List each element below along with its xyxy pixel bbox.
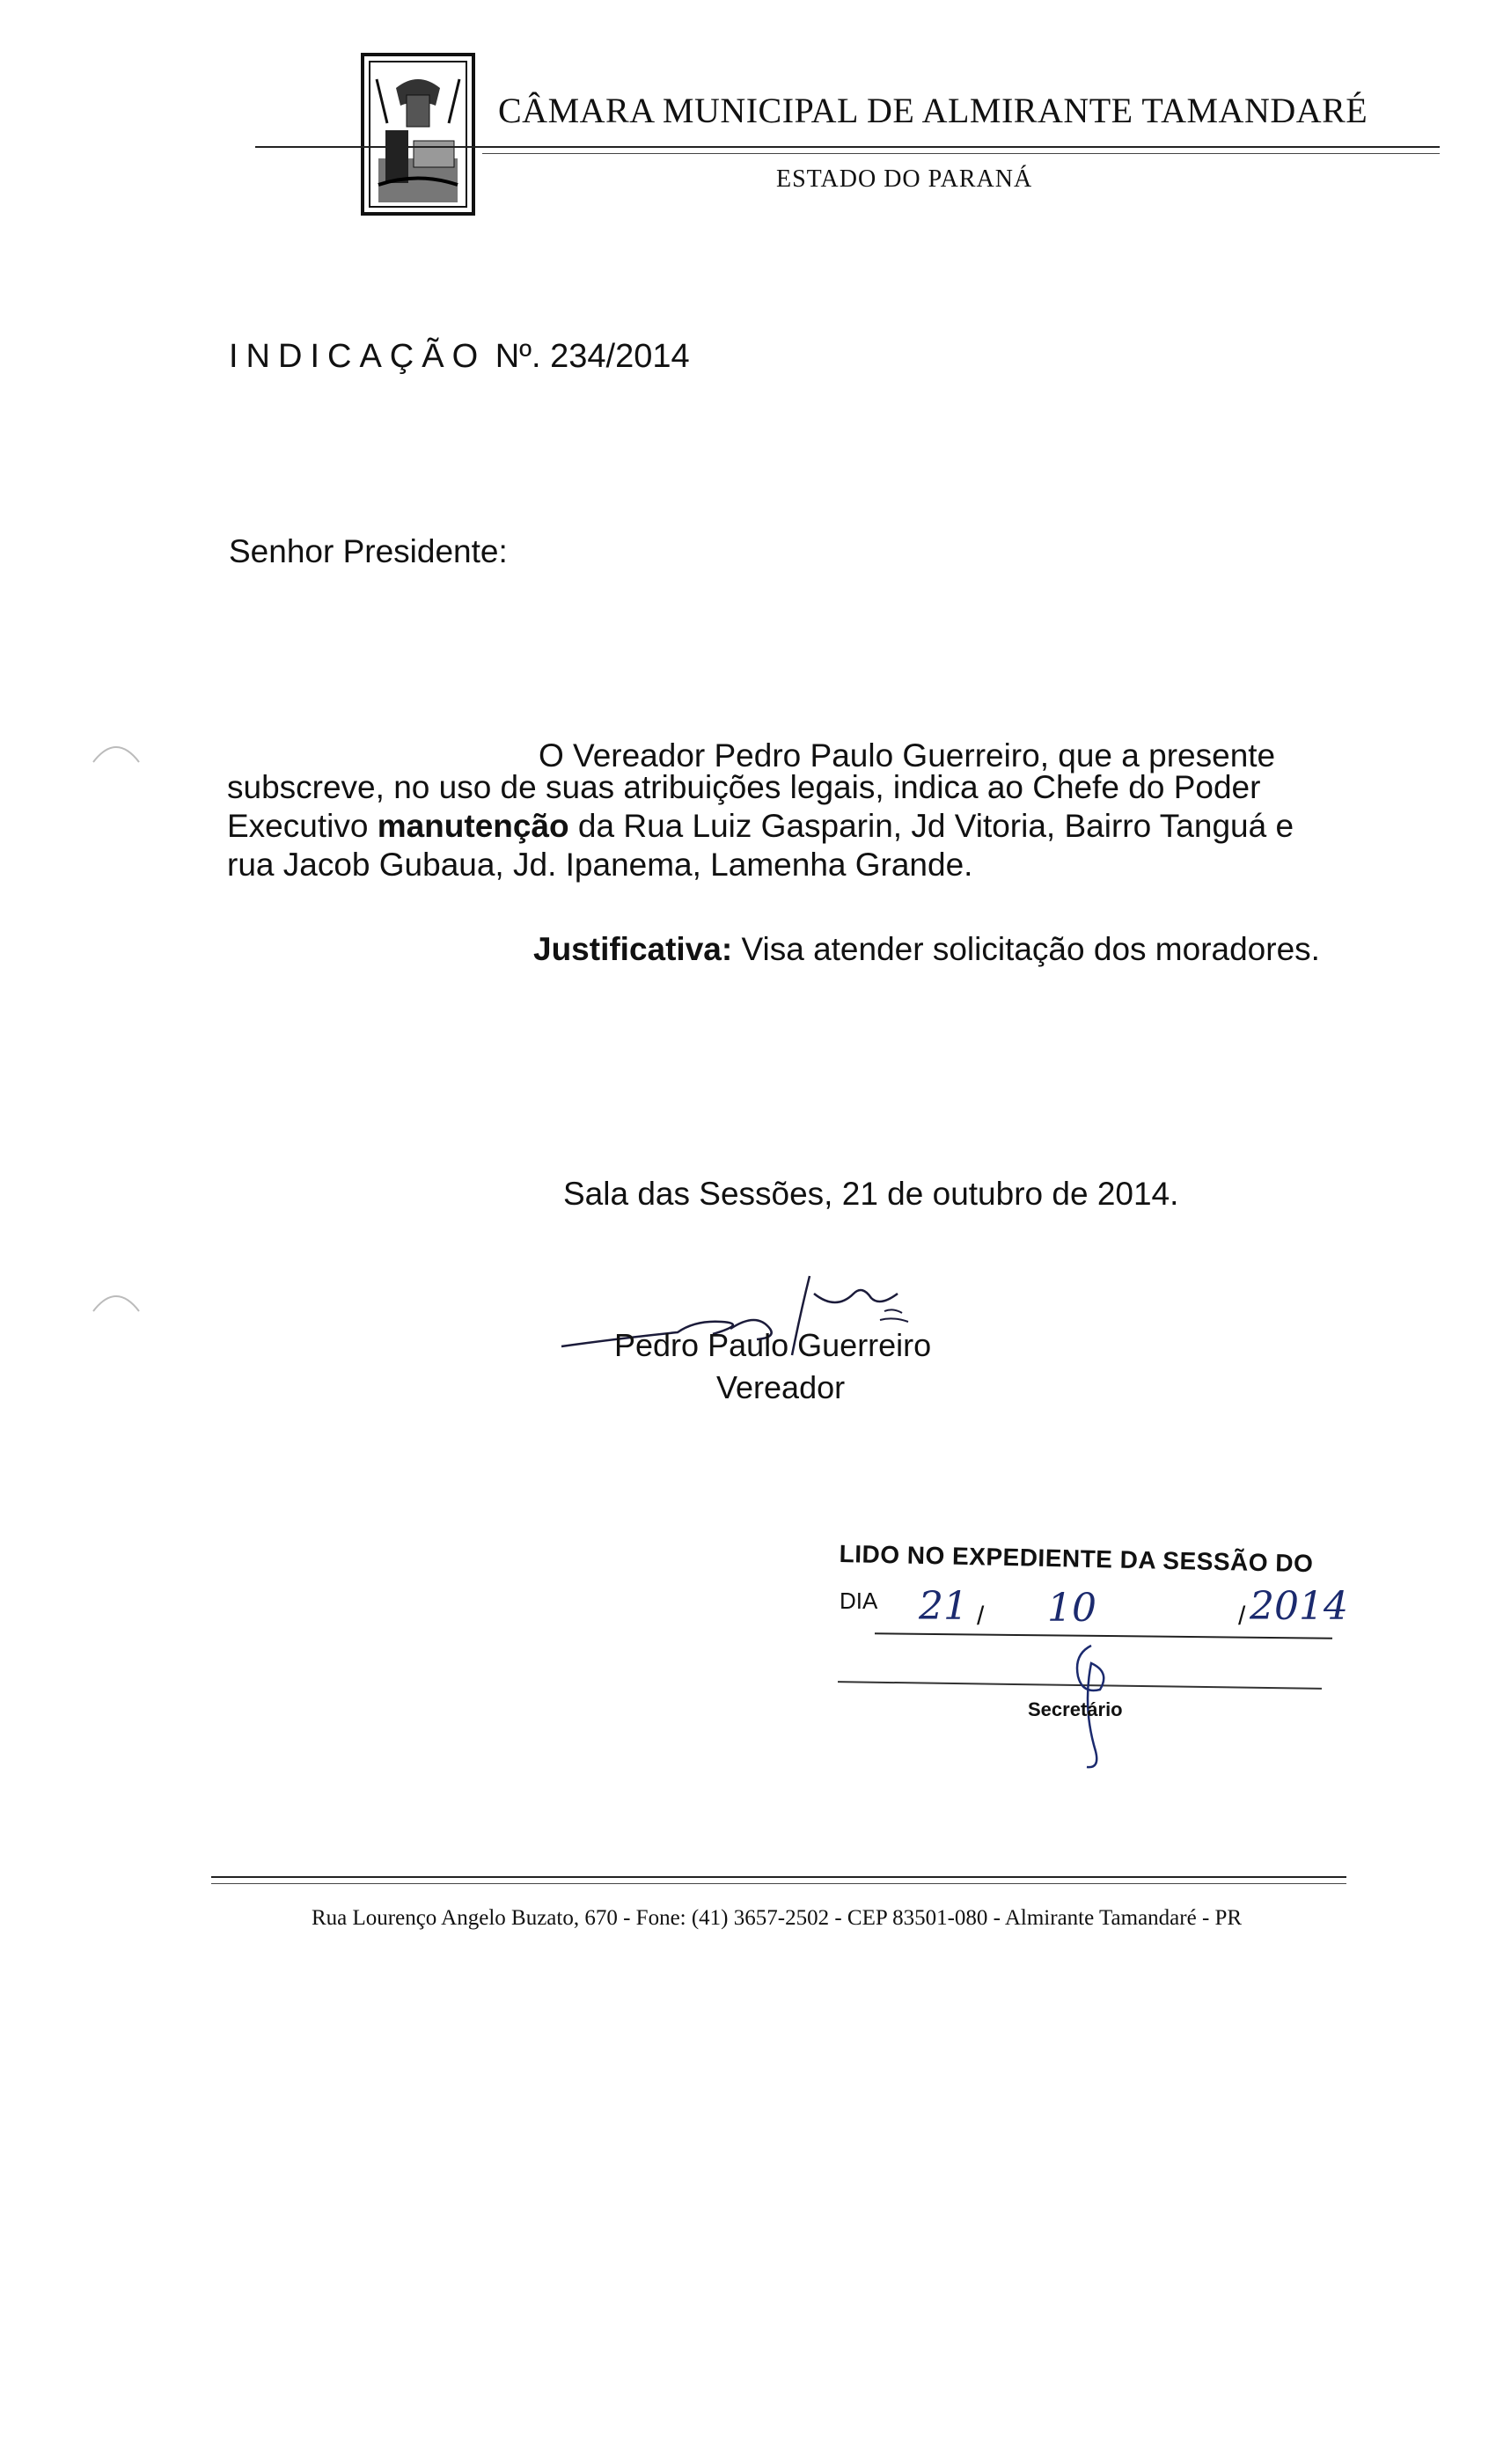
municipal-crest-icon xyxy=(361,53,475,216)
document-number: Nº. 234/2014 xyxy=(495,338,690,375)
signer-role: Vereador xyxy=(716,1369,846,1405)
footer-divider-thin xyxy=(211,1883,1346,1884)
footer-divider xyxy=(211,1876,1346,1878)
stamp-role: Secretário xyxy=(1028,1698,1123,1720)
stamp-date-separator: / xyxy=(1238,1602,1246,1631)
body-line-4: rua Jacob Gubaua, Jd. Ipanema, Lamenha Grande. xyxy=(227,847,973,883)
stamp-year: 2014 xyxy=(1250,1584,1348,1629)
body-line-2: subscreve, no uso de suas atribuições legais, indica ao Chefe do Poder xyxy=(227,769,1261,805)
signer-name: Pedro Paulo Guerreiro xyxy=(614,1327,932,1363)
document-title xyxy=(229,338,690,376)
document-title-word: INDICAÇÃO xyxy=(229,338,487,375)
justification-text: Visa atender solicitação dos moradores. xyxy=(732,931,1320,967)
body-line-3-post: da Rua Luiz Gasparin, Jd Vitoria, Bairro Tanguá e xyxy=(568,808,1294,844)
state-name: ESTADO DO PARANÁ xyxy=(776,165,1033,193)
body-line-1: O Vereador Pedro Paulo Guerreiro, que a presente xyxy=(539,737,1276,774)
footer-address: Rua Lourenço Angelo Buzato, 670 - Fone: (41) 3657-2502 - CEP 83501-080 - Almirante Tamandaré - PR xyxy=(312,1906,1243,1930)
justification-label: Justificativa: xyxy=(533,931,733,967)
stamp-date-separator: / xyxy=(977,1602,985,1631)
body-line-3-emphasis: manutenção xyxy=(377,808,569,844)
stamp-dia-label: DIA xyxy=(840,1588,878,1614)
stamp-title: LIDO NO EXPEDIENTE DA SESSÃO DO xyxy=(839,1540,1314,1578)
stamp-day: 21 xyxy=(919,1584,968,1629)
body-line-3-pre: Executivo xyxy=(227,808,378,844)
salutation: Senhor Presidente: xyxy=(229,533,508,569)
punch-hole-mark xyxy=(90,1287,143,1313)
institution-name: CÂMARA MUNICIPAL DE ALMIRANTE TAMANDARÉ xyxy=(498,91,1368,130)
stamp-month: 10 xyxy=(1047,1586,1096,1631)
body-line-3 xyxy=(227,808,1294,845)
place-date: Sala das Sessões, 21 de outubro de 2014. xyxy=(563,1176,1179,1212)
header-divider xyxy=(255,146,1440,148)
header-divider-thin xyxy=(482,153,1440,154)
justification xyxy=(533,931,1320,968)
punch-hole-mark xyxy=(90,737,143,764)
